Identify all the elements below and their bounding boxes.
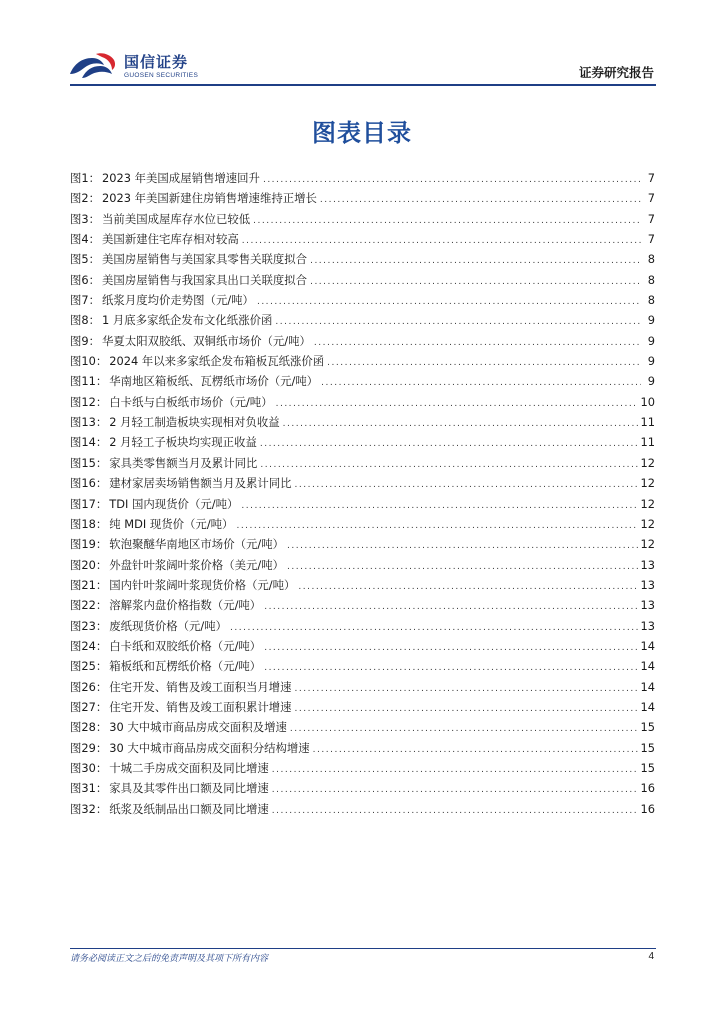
- toc-entry[interactable]: [70, 758, 656, 778]
- toc-entry-page: 7: [647, 232, 655, 247]
- toc-dot-leader: [310, 251, 641, 271]
- toc-entry[interactable]: [70, 392, 656, 412]
- toc-entry-label: 图28：: [70, 720, 108, 735]
- toc-entry-page: 12: [640, 455, 655, 470]
- toc-entry-page: 7: [647, 191, 655, 206]
- toc-entry-title: 2023 年美国成屋销售增速回升: [102, 171, 260, 185]
- toc-entry[interactable]: [70, 229, 656, 249]
- toc-dot-leader: [257, 292, 641, 312]
- toc-entry[interactable]: [70, 351, 656, 371]
- toc-entry-label: 图29：: [70, 740, 108, 755]
- toc-entry[interactable]: [70, 555, 656, 575]
- toc-entry-title: TDI 国内现货价（元/吨）: [109, 496, 239, 511]
- toc-entry-label: 图25：: [70, 659, 108, 674]
- toc-entry[interactable]: [70, 209, 656, 229]
- toc-dot-leader: [263, 170, 641, 190]
- toc-entry-label: 图20：: [70, 557, 108, 572]
- toc-entry-title: 美国新建住宅库存相对较高: [102, 232, 239, 247]
- toc-entry-label: 图14：: [70, 435, 108, 450]
- page-header: [68, 48, 656, 86]
- toc-entry-page: 11: [640, 435, 655, 450]
- toc-entry-page: 7: [647, 171, 655, 185]
- header-divider: [70, 84, 656, 86]
- guosen-logo-icon: [68, 50, 118, 82]
- toc-entry-title: 建材家居卖场销售额当月及累计同比: [109, 476, 292, 491]
- toc-dot-leader: [276, 394, 638, 414]
- toc-entry-title: 十城二手房成交面积及同比增速: [109, 760, 269, 775]
- toc-dot-leader: [283, 414, 638, 434]
- toc-entry-label: 图2：: [70, 191, 101, 206]
- toc-heading: 图表目录: [312, 119, 412, 147]
- toc-entry-title: 住宅开发、销售及竣工面积当月增速: [109, 679, 292, 694]
- toc-dot-leader: [327, 353, 641, 373]
- toc-entry-page: 13: [640, 577, 655, 592]
- toc-entry[interactable]: [70, 717, 656, 737]
- toc-entry-title: 家具类零售额当月及累计同比: [109, 455, 258, 470]
- toc-entry-label: 图24：: [70, 638, 108, 653]
- toc-dot-leader: [295, 475, 638, 495]
- toc-entry-title: 华夏太阳双胶纸、双铜纸市场价（元/吨）: [102, 333, 311, 348]
- toc-entry-label: 图4：: [70, 232, 101, 247]
- toc-entry[interactable]: [70, 168, 656, 188]
- toc-entry-label: 图22：: [70, 598, 108, 613]
- toc-entry[interactable]: [70, 270, 656, 290]
- toc-dot-leader: [272, 760, 638, 780]
- toc-entry[interactable]: [70, 514, 656, 534]
- page-number: 4: [648, 951, 654, 962]
- toc-entry-label: 图6：: [70, 272, 101, 287]
- toc-entry[interactable]: [70, 494, 656, 514]
- logo-chinese-name: 国信证券: [124, 52, 189, 71]
- toc-entry-page: 9: [647, 354, 655, 369]
- toc-entry-page: 14: [640, 638, 655, 653]
- toc-entry[interactable]: [70, 290, 656, 310]
- toc-entry[interactable]: [70, 534, 656, 554]
- report-type-label: 证券研究报告: [578, 65, 654, 80]
- toc-dot-leader: [298, 577, 637, 597]
- footer-disclaimer: 请务必阅读正文之后的免责声明及其项下所有内容: [70, 954, 269, 964]
- toc-entry-label: 图9：: [70, 333, 101, 348]
- toc-entry-title: 华南地区箱板纸、瓦楞纸市场价（元/吨）: [109, 374, 319, 389]
- toc-entry-label: 图30：: [70, 760, 108, 775]
- toc-entry-title: 废纸现货价格（元/吨）: [109, 618, 228, 633]
- toc-entry-label: 图3：: [70, 211, 101, 226]
- toc-entry-label: 图13：: [70, 415, 108, 430]
- toc-entry[interactable]: [70, 331, 656, 351]
- toc-entry-page: 13: [640, 598, 655, 613]
- toc-entry-label: 图12：: [70, 394, 108, 409]
- toc-entry-page: 15: [640, 740, 655, 755]
- toc-entry[interactable]: [70, 799, 656, 819]
- toc-entry-page: 13: [640, 557, 655, 572]
- toc-dot-leader: [321, 373, 641, 393]
- guosen-logo: [68, 48, 198, 84]
- toc-entry[interactable]: [70, 656, 656, 676]
- toc-entry-title: 当前美国成屋库存水位已较低: [102, 211, 251, 226]
- toc-entry[interactable]: [70, 778, 656, 798]
- toc-entry[interactable]: [70, 432, 656, 452]
- toc-entry-page: 8: [647, 272, 655, 287]
- toc-dot-leader: [295, 679, 638, 699]
- toc-dot-leader: [310, 272, 641, 292]
- toc-dot-leader: [230, 618, 637, 638]
- footer-divider: [70, 948, 656, 949]
- toc-entry-label: 图19：: [70, 537, 108, 552]
- toc-dot-leader: [272, 801, 638, 821]
- toc-dot-leader: [260, 455, 637, 475]
- toc-entry[interactable]: [70, 371, 656, 391]
- toc-entry-page: 12: [640, 496, 655, 511]
- toc-entry-page: 13: [640, 618, 655, 633]
- toc-entry-label: 图32：: [70, 801, 108, 816]
- logo-wordmark: [124, 53, 198, 80]
- toc-entry[interactable]: [70, 697, 656, 717]
- toc-dot-leader: [287, 536, 638, 556]
- toc-entry-title: 住宅开发、销售及竣工面积累计增速: [109, 699, 292, 714]
- toc-entry-page: 7: [647, 211, 655, 226]
- logo-english-name: GUOSEN SECURITIES: [124, 71, 199, 79]
- toc-entry-title: 外盘针叶浆阔叶浆价格（美元/吨）: [109, 557, 284, 572]
- toc-dot-leader: [264, 597, 637, 617]
- toc-entry-title: 1 月底多家纸企发布文化纸涨价函: [102, 313, 273, 328]
- toc-entry-page: 9: [647, 313, 655, 328]
- toc-entry-page: 10: [640, 394, 655, 409]
- toc-entry-title: 国内针叶浆阔叶浆现货价格（元/吨）: [109, 577, 296, 592]
- toc-entry-label: 图15：: [70, 455, 108, 470]
- toc-entry-page: 12: [640, 516, 655, 531]
- toc-dot-leader: [275, 312, 641, 332]
- toc-entry-label: 图27：: [70, 699, 108, 714]
- toc-entry-title: 2023 年美国新建住房销售增速维持正增长: [102, 191, 317, 206]
- toc-entry-page: 9: [647, 374, 655, 389]
- toc-entry-page: 15: [640, 760, 655, 775]
- toc-entry[interactable]: [70, 188, 656, 208]
- toc-entry-page: 14: [640, 699, 655, 714]
- toc-entry-title: 纯 MDI 现货价（元/吨）: [109, 516, 234, 531]
- toc-entry-title: 2024 年以来多家纸企发布箱板瓦纸涨价函: [109, 354, 325, 369]
- toc-entry-title: 2 月轻工制造板块实现相对负收益: [109, 415, 280, 430]
- toc-entry-page: 16: [640, 781, 655, 796]
- toc-entry-title: 家具及其零件出口额及同比增速: [109, 781, 269, 796]
- toc-entry-page: 11: [640, 415, 655, 430]
- toc-entry-title: 纸浆及纸制品出口额及同比增速: [109, 801, 269, 816]
- toc-entry[interactable]: [70, 616, 656, 636]
- toc-entry[interactable]: [70, 677, 656, 697]
- toc-entry-label: 图26：: [70, 679, 108, 694]
- table-of-figures: [70, 168, 656, 819]
- toc-entry-title: 溶解浆内盘价格指数（元/吨）: [109, 598, 262, 613]
- toc-entry[interactable]: [70, 738, 656, 758]
- toc-dot-leader: [287, 557, 638, 577]
- toc-entry-title: 美国房屋销售与我国家具出口关联度拟合: [102, 272, 308, 287]
- toc-entry-page: 9: [647, 333, 655, 348]
- toc-dot-leader: [295, 699, 638, 719]
- toc-dot-leader: [242, 231, 641, 251]
- toc-entry-title: 白卡纸和双胶纸价格（元/吨）: [109, 638, 262, 653]
- toc-entry-title: 2 月轻工子板块均实现正收益: [109, 435, 257, 450]
- toc-dot-leader: [290, 719, 638, 739]
- toc-entry-title: 美国房屋销售与美国家具零售关联度拟合: [102, 252, 308, 267]
- toc-dot-leader: [260, 434, 638, 454]
- toc-entry-title: 箱板纸和瓦楞纸价格（元/吨）: [109, 659, 262, 674]
- toc-entry-page: 12: [640, 476, 655, 491]
- toc-entry-label: 图10：: [70, 354, 108, 369]
- toc-entry-title: 软泡聚醚华南地区市场价（元/吨）: [109, 537, 284, 552]
- toc-entry-label: 图7：: [70, 293, 101, 308]
- toc-entry-title: 30 大中城市商品房成交面积及增速: [109, 720, 287, 735]
- toc-entry-page: 14: [640, 679, 655, 694]
- toc-entry-label: 图18：: [70, 516, 108, 531]
- toc-entry-title: 白卡纸与白板纸市场价（元/吨）: [109, 394, 273, 409]
- toc-entry-label: 图8：: [70, 313, 101, 328]
- toc-entry[interactable]: [70, 249, 656, 269]
- toc-entry[interactable]: [70, 473, 656, 493]
- toc-dot-leader: [314, 333, 641, 353]
- toc-entry-label: 图16：: [70, 476, 108, 491]
- toc-dot-leader: [236, 516, 637, 536]
- toc-entry-label: 图23：: [70, 618, 108, 633]
- toc-entry-page: 14: [640, 659, 655, 674]
- toc-entry-label: 图21：: [70, 577, 108, 592]
- toc-entry[interactable]: [70, 310, 656, 330]
- toc-dot-leader: [253, 211, 641, 231]
- toc-dot-leader: [320, 190, 641, 210]
- toc-entry-page: 8: [647, 252, 655, 267]
- toc-dot-leader: [264, 638, 637, 658]
- toc-entry[interactable]: [70, 595, 656, 615]
- toc-entry-label: 图17：: [70, 496, 108, 511]
- toc-dot-leader: [313, 740, 638, 760]
- toc-entry[interactable]: [70, 636, 656, 656]
- toc-entry-page: 12: [640, 537, 655, 552]
- toc-entry-title: 纸浆月度均价走势图（元/吨）: [102, 293, 254, 308]
- toc-entry-page: 15: [640, 720, 655, 735]
- toc-entry-label: 图11：: [70, 374, 108, 389]
- toc-dot-leader: [272, 780, 638, 800]
- toc-entry-label: 图31：: [70, 781, 108, 796]
- toc-entry-page: 8: [647, 293, 655, 308]
- toc-entry[interactable]: [70, 412, 656, 432]
- toc-entry-label: 图1：: [70, 171, 101, 185]
- toc-entry-title: 30 大中城市商品房成交面积分结构增速: [109, 740, 310, 755]
- toc-entry-page: 16: [640, 801, 655, 816]
- toc-dot-leader: [241, 496, 637, 516]
- toc-entry-label: 图5：: [70, 252, 101, 267]
- toc-entry[interactable]: [70, 575, 656, 595]
- toc-entry[interactable]: [70, 453, 656, 473]
- toc-dot-leader: [264, 658, 637, 678]
